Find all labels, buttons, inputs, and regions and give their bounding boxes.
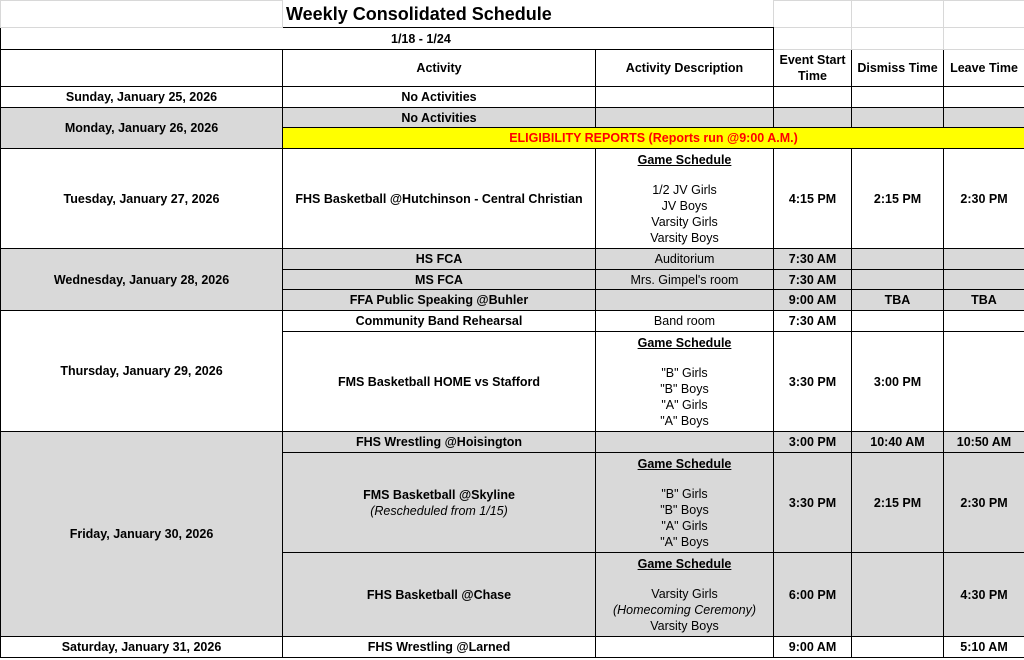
start-cell: 3:30 PM: [774, 453, 852, 553]
dismiss-cell: TBA: [852, 290, 944, 311]
blank-cell: [852, 28, 944, 50]
game-line: 1/2 JV Girls: [652, 182, 717, 197]
activity-cell: HS FCA: [283, 249, 596, 270]
start-cell: [774, 108, 852, 128]
header-dismiss-time: Dismiss Time: [852, 50, 944, 87]
day-thursday: Thursday, January 29, 2026: [1, 311, 283, 432]
game-line: "B" Boys: [660, 502, 709, 517]
day-monday: Monday, January 26, 2026: [1, 108, 283, 149]
day-friday: Friday, January 30, 2026: [1, 432, 283, 637]
dismiss-cell: 10:40 AM: [852, 432, 944, 453]
start-cell: 7:30 AM: [774, 311, 852, 332]
activity-cell: FHS Basketball @Chase: [283, 553, 596, 637]
activity-cell: FHS Basketball @Hutchinson - Central Christian: [283, 149, 596, 249]
description-cell: [596, 637, 774, 658]
leave-cell: 5:10 AM: [944, 637, 1024, 658]
dismiss-cell: [852, 270, 944, 290]
game-schedule-heading: Game Schedule: [637, 335, 732, 350]
title-blank-cell: [944, 1, 1024, 28]
blank-cell: [774, 28, 852, 50]
leave-cell: [944, 108, 1024, 128]
dismiss-cell: [852, 108, 944, 128]
day-saturday: Saturday, January 31, 2026: [1, 637, 283, 658]
activity-cell: [283, 453, 596, 553]
leave-cell: TBA: [944, 290, 1024, 311]
header-blank: [1, 50, 283, 87]
title-blank-cell: [852, 1, 944, 28]
leave-cell: [944, 332, 1024, 432]
description-cell: [596, 290, 774, 311]
leave-cell: 2:30 PM: [944, 453, 1024, 553]
eligibility-notice: ELIGIBILITY REPORTS (Reports run @9:00 A.M.): [283, 128, 1024, 149]
game-schedule-cell: [596, 149, 774, 249]
schedule-title: Weekly Consolidated Schedule: [283, 1, 774, 28]
header-leave-time: Leave Time: [944, 50, 1024, 87]
game-line: Varsity Girls: [651, 214, 718, 229]
game-schedule-cell: [596, 453, 774, 553]
start-cell: [774, 87, 852, 108]
dismiss-cell: [852, 637, 944, 658]
leave-cell: [944, 87, 1024, 108]
dismiss-cell: [852, 87, 944, 108]
activity-name: FMS Basketball @Skyline: [363, 487, 515, 502]
day-sunday: Sunday, January 25, 2026: [1, 87, 283, 108]
day-wednesday: Wednesday, January 28, 2026: [1, 249, 283, 311]
start-cell: 3:30 PM: [774, 332, 852, 432]
game-line: Varsity Girls: [651, 586, 718, 601]
activity-cell: No Activities: [283, 108, 596, 128]
activity-cell: MS FCA: [283, 270, 596, 290]
header-start-time: Event Start Time: [774, 50, 852, 87]
activity-cell: FMS Basketball HOME vs Stafford: [283, 332, 596, 432]
title-blank-cell: [774, 1, 852, 28]
game-line: "A" Girls: [661, 518, 708, 533]
dismiss-cell: [852, 249, 944, 270]
dismiss-cell: 3:00 PM: [852, 332, 944, 432]
game-line: "A" Boys: [660, 413, 709, 428]
game-schedule-heading: Game Schedule: [637, 152, 732, 167]
date-range: 1/18 - 1/24: [1, 28, 774, 50]
game-line: "B" Girls: [661, 486, 708, 501]
leave-cell: 4:30 PM: [944, 553, 1024, 637]
dismiss-cell: [852, 553, 944, 637]
start-cell: 9:00 AM: [774, 637, 852, 658]
game-line: "B" Boys: [660, 381, 709, 396]
activity-cell: FFA Public Speaking @Buhler: [283, 290, 596, 311]
game-schedule-cell: [596, 332, 774, 432]
dismiss-cell: 2:15 PM: [852, 149, 944, 249]
start-cell: 4:15 PM: [774, 149, 852, 249]
game-line: "A" Boys: [660, 534, 709, 549]
description-cell: [596, 108, 774, 128]
activity-note: (Rescheduled from 1/15): [370, 503, 508, 518]
start-cell: 7:30 AM: [774, 249, 852, 270]
activity-cell: FHS Wrestling @Larned: [283, 637, 596, 658]
activity-cell: FHS Wrestling @Hoisington: [283, 432, 596, 453]
game-schedule-heading: Game Schedule: [637, 456, 732, 471]
game-line: JV Boys: [661, 198, 708, 213]
title-blank-cell: [1, 1, 283, 28]
start-cell: 7:30 AM: [774, 270, 852, 290]
header-description: Activity Description: [596, 50, 774, 87]
description-cell: Mrs. Gimpel's room: [596, 270, 774, 290]
activity-cell: Community Band Rehearsal: [283, 311, 596, 332]
start-cell: 3:00 PM: [774, 432, 852, 453]
leave-cell: 10:50 AM: [944, 432, 1024, 453]
start-cell: 9:00 AM: [774, 290, 852, 311]
header-activity: Activity: [283, 50, 596, 87]
game-schedule-cell: [596, 553, 774, 637]
description-cell: [596, 432, 774, 453]
dismiss-cell: [852, 311, 944, 332]
leave-cell: [944, 270, 1024, 290]
dismiss-cell: 2:15 PM: [852, 453, 944, 553]
description-cell: Auditorium: [596, 249, 774, 270]
leave-cell: 2:30 PM: [944, 149, 1024, 249]
game-line: "B" Girls: [661, 365, 708, 380]
game-line: Varsity Boys: [650, 230, 719, 245]
blank-cell: [944, 28, 1024, 50]
game-schedule-heading: Game Schedule: [637, 556, 732, 571]
description-cell: [596, 87, 774, 108]
game-line: "A" Girls: [661, 397, 708, 412]
activity-cell: No Activities: [283, 87, 596, 108]
game-line: Varsity Boys: [650, 618, 719, 633]
game-note: (Homecoming Ceremony): [612, 602, 757, 617]
description-cell: Band room: [596, 311, 774, 332]
day-tuesday: Tuesday, January 27, 2026: [1, 149, 283, 249]
start-cell: 6:00 PM: [774, 553, 852, 637]
leave-cell: [944, 249, 1024, 270]
leave-cell: [944, 311, 1024, 332]
